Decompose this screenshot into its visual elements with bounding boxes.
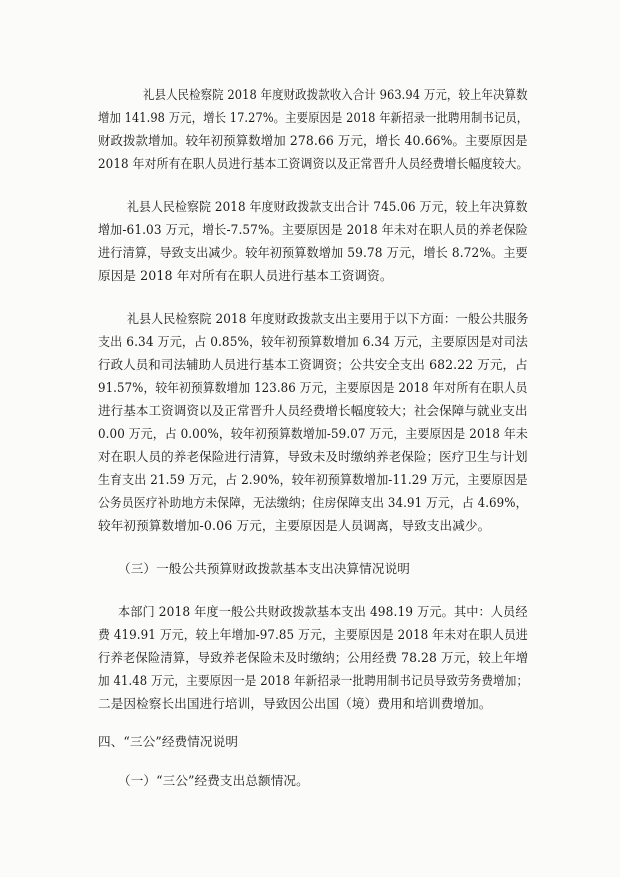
text-line: 0.00 万元，占 0.00%，较年初预算数增加-59.07 万元，主要原因是 2018 年未	[98, 426, 528, 441]
text-line: 较年初预算数增加-0.06 万元，主要原因是人员调离，导致支出减少。	[98, 518, 491, 533]
text-line: 礼县人民检察院 2018 年度财政拨款支出合计 745.06 万元，较上年决算数	[127, 199, 528, 214]
text-line: （一）“三公”经费支出总额情况。	[118, 773, 309, 788]
text-line: （三）一般公共预算财政拨款基本支出决算情况说明	[118, 561, 410, 576]
text-line: 二是因检察长出国进行培训，导致因公出国（境）费用和培训费增加。	[98, 696, 492, 711]
text-line: 财政拨款增加。较年初预算数增加 278.66 万元，增长 40.66%。主要原因是	[98, 133, 528, 148]
text-line: 增加 141.98 万元，增长 17.27%。主要原因是 2018 年新招录一批聘用制书记员，	[98, 110, 529, 125]
text-line: 2018 年对所有在职人员进行基本工资调资以及正常晋升人员经费增长幅度较大。	[98, 156, 529, 171]
text-line: 礼县人民检察院 2018 年度财政拨款支出主要用于以下方面：一般公共服务	[127, 311, 529, 326]
text-line: 支出 6.34 万元，占 0.85%，较年初预算数增加 6.34 万元，主要原因是对司法	[98, 334, 528, 349]
text-line: 加 41.48 万元，主要原因一是 2018 年新招录一批聘用制书记员导致劳务费增加；	[98, 673, 529, 688]
text-line: 91.57%，较年初预算数增加 123.86 万元，主要原因是 2018 年对所有在职人员	[98, 380, 528, 395]
text-line: 对在职人员的养老保险进行清算，导致未及时缴纳养老保险；医疗卫生与计划	[98, 449, 528, 464]
text-line: 生育支出 21.59 万元，占 2.90%，较年初预算数增加-11.29 万元，主要原因是	[98, 472, 528, 487]
text-line: 本部门 2018 年度一般公共财政拨款基本支出 498.19 万元。其中：人员经	[118, 604, 528, 619]
text-line: 公务员医疗补助地方未保障，无法缴纳；住房保障支出 34.91 万元，占 4.69%，	[98, 495, 528, 510]
text-line: 进行清算，导致支出减少。较年初预算数增加 59.78 万元，增长 8.72%。主要	[98, 245, 528, 260]
text-line: 原因是 2018 年对所有在职人员进行基本工资调资。	[98, 268, 393, 283]
text-line: 进行基本工资调资以及正常晋升人员经费增长幅度较大；社会保障与就业支出	[98, 403, 528, 418]
text-line: 行养老保险清算，导致养老保险未及时缴纳；公用经费 78.28 万元，较上年增	[98, 650, 529, 665]
text-line: 行政人员和司法辅助人员进行基本工资调资；公共安全支出 682.22 万元，占	[98, 357, 528, 372]
text-line: 四、“三公”经费情况说明	[98, 734, 239, 749]
text-line: 费 419.91 万元，较上年增加-97.85 万元，主要原因是 2018 年未对在职人员进	[98, 627, 528, 642]
text-line: 礼县人民检察院 2018 年度财政拨款收入合计 963.94 万元，较上年决算数	[143, 87, 528, 102]
text-line: 增加-61.03 万元，增长-7.57%。主要原因是 2018 年未对在职人员的养老保险	[98, 222, 528, 237]
